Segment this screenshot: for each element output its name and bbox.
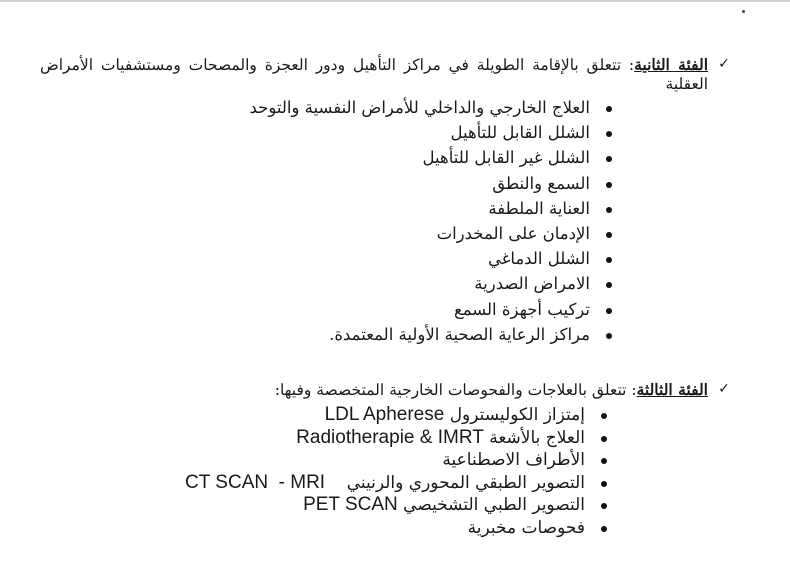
- category-two-description: : تتعلق بالإقامة الطويلة في مراكز التأهيل ودور العجزة والمصحات ومستشفيات الأمراض العقلية: [40, 56, 708, 93]
- list-item-arabic: الأطراف الاصطناعية: [442, 450, 585, 470]
- list-item: [40, 404, 585, 427]
- list-item-latin: PET SCAN: [303, 494, 398, 515]
- list-item: العناية الملطفة: [40, 196, 590, 221]
- check-mark-icon: ✓: [718, 56, 730, 72]
- check-mark-icon: ✓: [718, 381, 730, 397]
- list-item: مراكز الرعاية الصحية الأولية المعتمدة.: [40, 322, 590, 347]
- scan-speck: [742, 10, 745, 13]
- top-border-line: [0, 0, 790, 2]
- category-three-heading: [40, 380, 730, 400]
- list-item-arabic: إمتزاز الكوليسترول: [444, 405, 585, 425]
- list-item-arabic: فحوصات مخبرية: [467, 517, 585, 538]
- category-three-description: : تتعلق بالعلاجات والفحوصات الخارجية المتخصصة وفيها:: [274, 381, 637, 399]
- category-two-label: الفئة الثانية: [634, 55, 709, 74]
- list-item-arabic: العلاج بالأشعة: [483, 427, 585, 448]
- category-two-heading: [40, 55, 730, 94]
- category-two-section: [40, 55, 730, 347]
- list-item: الشلل الدماغي: [40, 246, 590, 271]
- list-item: الشلل القابل للتأهيل: [40, 120, 590, 145]
- list-item: الامراض الصدرية: [40, 271, 590, 296]
- list-item-latin: LDL Apherese: [324, 404, 445, 425]
- list-item-latin: CT SCAN - MRI: [185, 471, 326, 493]
- category-three-heading-text: [275, 380, 708, 400]
- category-three-section: [40, 380, 730, 539]
- category-three-list: [40, 404, 585, 539]
- list-item-arabic: التصوير الطبقي المحوري والرنيني: [325, 472, 585, 493]
- list-item: [40, 494, 585, 517]
- category-three-label: الفئة الثالثة: [636, 380, 708, 399]
- list-item-latin: Radiotherapie & IMRT: [296, 426, 484, 448]
- list-item: [40, 517, 585, 540]
- list-item: تركيب أجهزة السمع: [40, 297, 590, 322]
- category-two-heading-text: [40, 55, 708, 94]
- list-item: [40, 427, 585, 450]
- list-item: الشلل غير القابل للتأهيل: [40, 145, 590, 170]
- category-two-list: [40, 95, 590, 347]
- list-item: الإدمان على المخدرات: [40, 221, 590, 246]
- list-item-arabic: التصوير الطبي التشخيصي: [397, 495, 585, 515]
- list-item: العلاج الخارجي والداخلي للأمراض النفسية والتوحد: [40, 95, 590, 120]
- list-item: السمع والنطق: [40, 171, 590, 196]
- list-item: [40, 472, 585, 495]
- list-item: [40, 449, 585, 472]
